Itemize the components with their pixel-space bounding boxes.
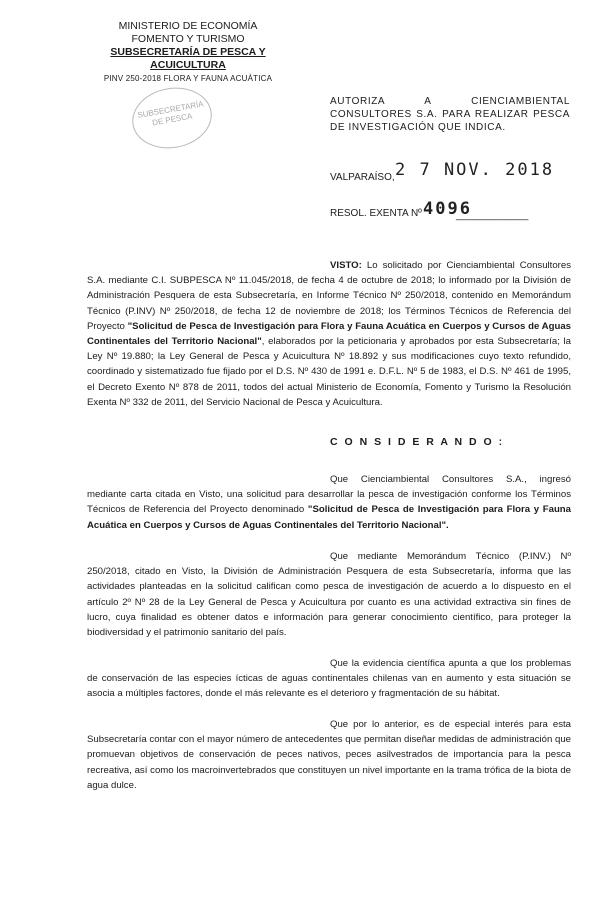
visto-project-title: "Solicitud de Pesca de Investigación para Flora y Fauna Acuática en Cuerpos y Cursos de Aguas Continentales del Territorio Nacional"	[87, 320, 571, 348]
visto-text-b: , elaborados por la peticionaria y aprobados por esta Subsecretaría; la Ley Nº 19.880; la Ley General de Pesca y Acuicultura Nº 18.892 y sus modificaciones cuyo texto refundido, coordinado y sistematizado fue fijado por el D.S. Nº 430 de 1991 e. D.F.L. Nº 5 de 1983, el D.S. Nº 461 de 1995, el Decreto Exento Nº 878 de 2011, todos del actual Ministerio de Economía, Fomento y Turismo la Resolución Exenta Nº 332 de 2011, del Servicio Nacional de Pesca y Acuicultura.	[87, 336, 572, 408]
place-label: VALPARAÍSO,	[330, 172, 395, 183]
resolution-number: 4096	[423, 199, 472, 219]
date-stamp: 2 7 NOV. 2018	[395, 160, 555, 180]
official-stamp	[127, 82, 216, 155]
ministry-subtitle: FOMENTO Y TURISMO	[131, 33, 245, 45]
ministry-name: MINISTERIO DE ECONOMÍA	[118, 20, 258, 32]
considerando-p1-text: Que Cienciambiental Consultores S.A., ingresó mediante carta citada en Visto, una solicitud para desarrollar la pesca de investigación conforme los Términos Técnicos de Referencia del Proyecto denominado	[87, 474, 571, 516]
considerando-p1-title: "Solicitud de Pesca de Investigación para Flora y Fauna Acuática en Cuerpos y Cursos de Aguas Continentales del Territorio Nacional".	[87, 504, 571, 531]
visto-paragraph	[87, 258, 571, 410]
considerando-paragraph-2: Que mediante Memorándum Técnico (P.INV.) Nº 250/2018, citado en Visto, la División de Administración Pesquera de esta Subsecretaría, informa que las actividades planteadas en la solicitud califican como pesca de investigación de acuerdo a lo dispuesto en el artículo 2º Nº 28 de la Ley General de Pesca y Acuicultura por cuanto es una actividad extractiva sin fines de lucro, cuya finalidad es obtener datos e información para generar conocimiento científico, para proteger la biodiversidad y el patrimonio sanitario del país.	[87, 551, 571, 639]
subsecretaria-name: SUBSECRETARÍA DE PESCA Y ACUICULTURA	[110, 46, 266, 71]
resolution-label: RESOL. EXENTA Nº	[330, 208, 422, 219]
considerando-paragraph-3: Que la evidencia científica apunta a que los problemas de conservación de las especies ícticas de aguas continentales chilenas van en aumento y esta situación se asocia a múltiples factores, donde el más relevante es el deterioro y fragmentación de su hábitat.	[87, 658, 571, 700]
considerando-heading: C O N S I D E R A N D O :	[330, 436, 505, 448]
considerando-paragraph-1	[87, 472, 571, 533]
resolution-number-line: _____________	[456, 210, 529, 221]
file-reference: PINV 250-2018 FLORA Y FAUNA ACUÁTICA	[103, 74, 273, 83]
stamp-text: SUBSECRETARÍA DE PESCA	[136, 99, 205, 128]
considerando-paragraph-4: Que por lo anterior, es de especial interés para esta Subsecretaría contar con el mayor número de antecedentes que permitan diseñar medidas de administración que promuevan objetivos de conservación de peces nativos, peces asilvestrados de importancia para la pesca recreativa, así como los macroinvertebrados que constituyen un nivel importante en la trama trófica de la biota de agua dulce.	[87, 719, 571, 791]
document-subject: AUTORIZA A CIENCIAMBIENTAL CONSULTORES S.A. PARA REALIZAR PESCA DE INVESTIGACIÓN QUE INDICA.	[330, 96, 570, 133]
visto-text-a: Lo solicitado por Cienciambiental Consultores S.A. mediante C.I. SUBPESCA Nº 11.045/2018, de fecha 4 de octubre de 2018; lo informado por la División de Administración Pesquera de esta Subsecretaría, en Informe Técnico Nº 250/2018, contenido en Memorándum Técnico (P.INV) Nº 250/2018, de fecha 12 de noviembre de 2018; los Términos Técnicos de Referencia del Proyecto	[87, 260, 571, 332]
ministry-header	[88, 20, 288, 85]
visto-label: VISTO:	[330, 260, 362, 271]
